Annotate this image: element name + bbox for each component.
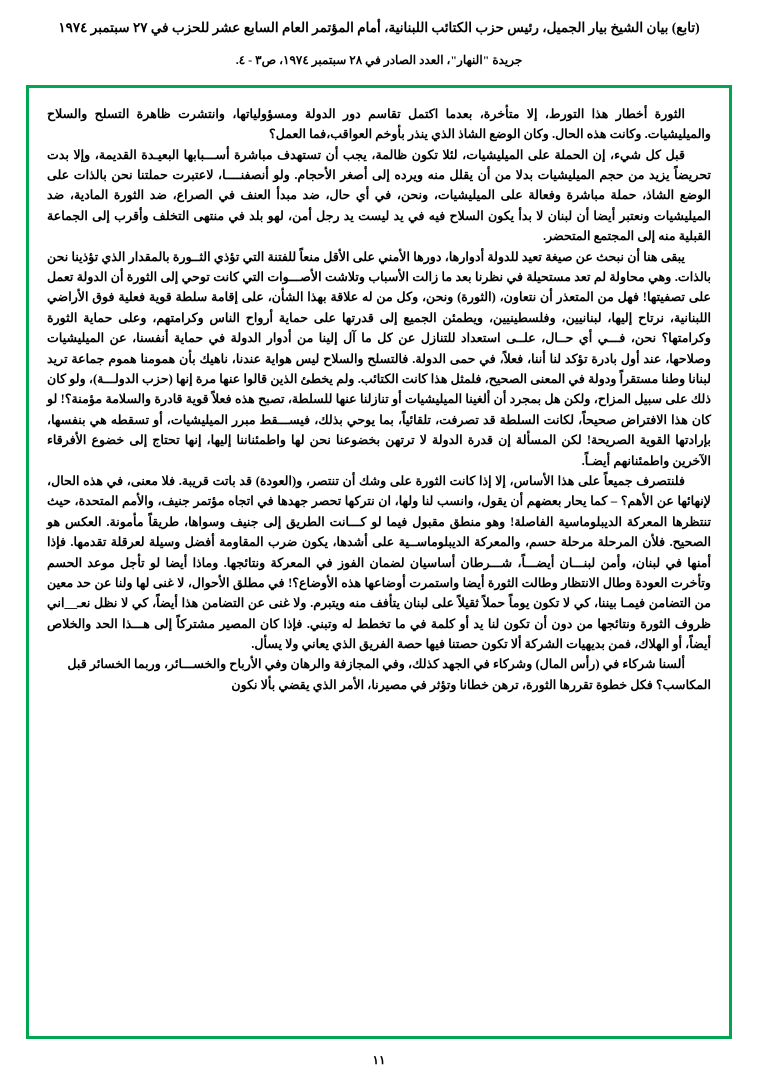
paragraph: ألسنا شركاء في (رأس المال) وشركاء في الجهد كذلك، وفي المجازفة والرهان وفي الأرباح والخســـائر، وربما الخسائر قبل المكاسب؟ فكل خطوة تقررها الثورة، ترهن خطانا وتؤثر في مصيرنا، الأمر الذي يقضي بألا نكون <box>67 657 711 692</box>
header-source: جريدة "النهار"، العدد الصادر في ٢٨ سبتمبر ١٩٧٤، ص٣ - ٤. <box>235 52 523 67</box>
paragraph: قبل كل شيء، إن الحملة على الميليشيات، لئلا تكون ظالمة، يجب أن تستهدف مباشرة أســـبابها البعيـدة القديمة، وإلا بدت تحريضاً يزيد من حجم الميليشيات بدلا من أن يقلل منه ويرده إلى أصغر الأحجام. ولو أنصفنــــا، لاعتبرت حملتنا نحن بالذات على الوضع الشاذ، حملة مباشرة وفعالة على الميليشيات، ونحن، في أي حال، ضد مبدأ العنف في الصراع، ضد الثورة المادية، ضد الميليشيات ونعتبر أيضا أن لبنان لا بدأ يكون السلاح فيه في يد ليست يد رجل أمن، لهو بلد في منتهى التخلف وأقرب إلى الجماعة القبلية منه إلى المجتمع المتحضر. <box>47 147 711 244</box>
content-frame <box>26 85 732 1039</box>
document-header <box>26 18 732 69</box>
paragraph: الثورة أخطار هذا التورط، إلا متأخرة، بعدما اكتمل تقاسم دور الدولة ومسؤولياتها، وانتشرت ظاهرة التسلح والسلاح والميليشيات. وكانت هذه الحال. وكان الوضع الشاذ الذي ينذر بأوخم العواقب،فما العمل؟ <box>47 106 711 142</box>
page-number: ١١ <box>372 1053 386 1067</box>
paragraph: يبقى هنا أن نبحث عن صيغة تعيد للدولة أدوارها، دورها الأمني على الأقل منعاً للفتنة التي تؤذي الثــورة بالمقدار الذي تؤذينا نحن بالذات. وهي محاولة لم تعد مستحيلة في نظرنا بعد ما زالت الأسباب وتلاشت الأصـــوات التي كانت توحي إلى الثورة أن الدولة تعمل على تصفيتها! فهل من المتعذر أن نتعاون، (الثورة) ونحن، وكل من له علاقة بهذا الشأن، على إقامة سلطة قوية فعلية فوق الأراضي اللبنانية، نرتاح إليها، لبنانيين، وفلسطينيين، ويطمئن الجميع إلى قدرتها على حماية أرواح الناس وكرامتهم، وعلى حماية الثورة وكرامتها؟ نحن، فـــي أي حــال، علــى استعداد للتنازل عن كل ما آل إلينا من أدوار الدولة في حماية أنفسنا، عن الميليشيات وصلاحها، عند أول بادرة تؤكد لنا أننا، فعلاً، في حمى الدولة. فالتسلح والسلاح ليس هواية عندنا، ناهيك بأن همومنا هموم جماعة تريد لبنانا وطنا مستقراً ودولة في المعنى الصحيح، فلمثل هذا كانت الكتائب. ولم يخطئ الذين قالوا عنها مرة إنها (حزب الدولـــة)، ولو كان ذلك على سبيل المزاح، ولكن هل بمجرد أن ألغينا الميليشيات أو تنازلنا عنها للسلطة، تصبح هذه فعلاً قوية قادرة والسلامة مؤمنة؟! لو كان هذا الافتراض صحيحاً، لكانت السلطة قد تصرفت، تلقائياً، بما يوحي بذلك، فيســـقط مبرر الميليشيات، أو تسقطه هي بنفسها، بإرادتها القوية الصريحة! لكن المسألة إن قدرة الدولة لا ترتهن بخضوعنا نحن لها واطمئناننا إليها، إنها تحتاج إلى خضوع الأفرقاء الآخرين واطمئنانهم أيضـاً. <box>47 249 711 468</box>
paragraph: فلنتصرف جميعاً على هذا الأساس، إلا إذا كانت الثورة على وشك أن تنتصر، و(العودة) قد باتت قريبة. فلا معنى، في هذه الحال، لإنهائها عن الأهم؟ – كما يحار بعضهم أن يقول، وانسب لنا ولها، ان نتركها تحصر جهدها في اتجاه مؤتمر جنيف، والأمم المتحدة، حيث تنتظرها المعركة الديبلوماسية الفاصلة! وهو منطق مقبول فيما لو كـــانت الطريق إلى جنيف وسواها، طريقاً مأمونة. العكس هو الصحيح. فلأن المرحلة مرحلة حسم، والمعركة الديبلوماســية على أشدها، يكون ضرب المقاومة أفضل وسيلة لعرقلة تقدمها. فإذا أمنها في لبنان، وأمن لبنـــان أيضـــاً، شـــرطان أساسيان لضمان الفوز في المعركة ونتائجها. وماذا أيضا لو تأجل موعد الحسم وتأخرت العودة وطال الانتظار وطالت الثورة أيضا واستمرت أوضاعها هذه الأوضاع؟! في مطلق الأحوال، لا غنى لها ولنا عن حد معين من التضامن فيمـا بيننا، كي لا تكون يوماً حملاً ثقيلاً على لبنان يتأفف منه ويتبرم. ولا غنى عن التضامن هذا أيضاً، كي لا نظل نعـ__اني ظروف الثورة ونتائجها من دون أن تكون لنا يد أو كلمة في ما تخطط له وتبني. فإذا كان المصير مشتركاً إلى هـــذا الحد والخلاص أيضاً، أو الهلاك، فمن بديهيات الشركة ألا تكون حصتنا فيها حصة الفريق الذي يعاني ولا يسأل. <box>47 473 711 652</box>
header-title: (تابع) بيان الشيخ بيار الجميل، رئيس حزب الكتائب اللبنانية، أمام المؤتمر العام السابع عشر للحزب في ٢٧ سبتمبر ١٩٧٤ <box>58 20 700 35</box>
body-text <box>47 104 711 695</box>
